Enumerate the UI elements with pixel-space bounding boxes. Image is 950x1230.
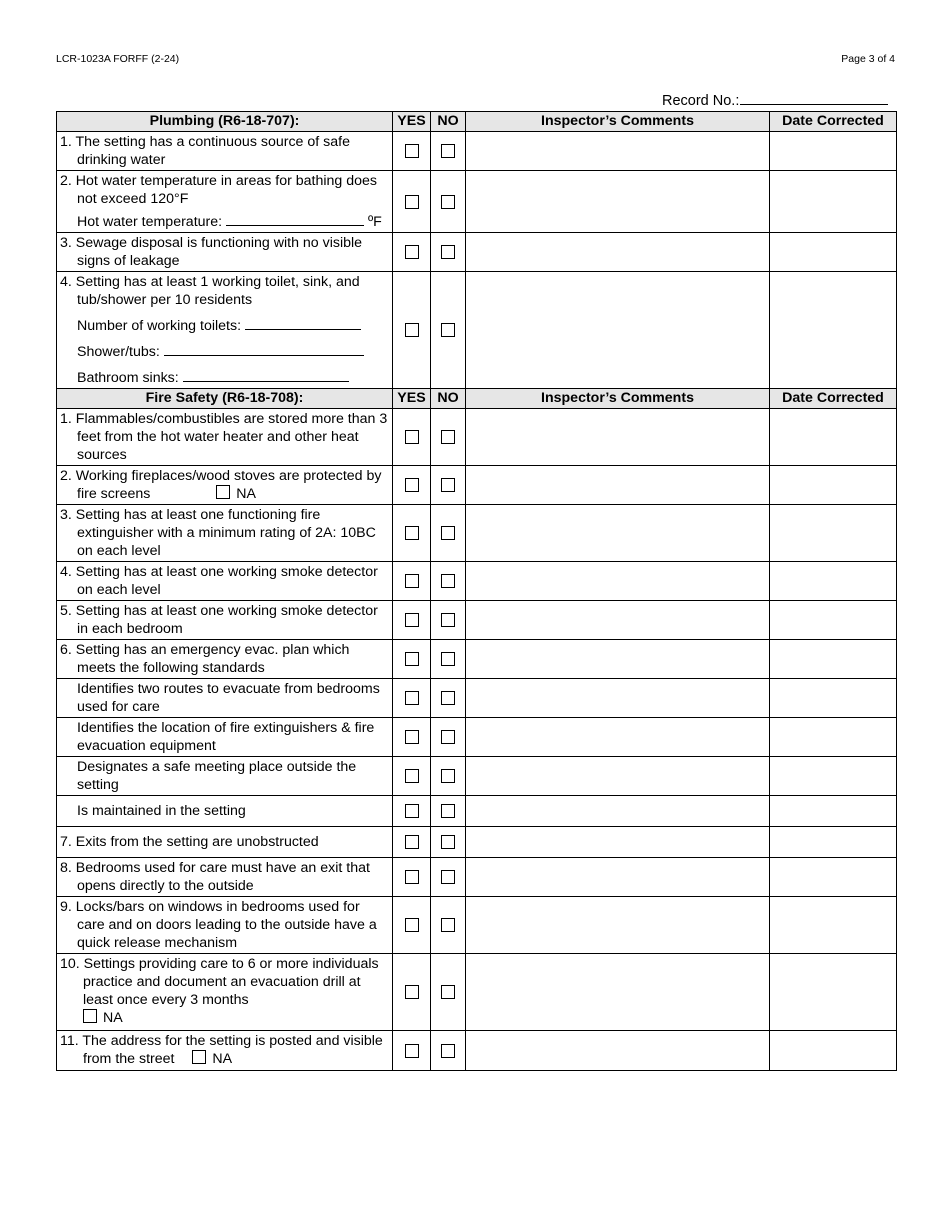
item-text: 1. The setting has a continuous source of safe drinking water [60,134,350,168]
date-corrected-cell[interactable] [770,171,897,233]
yes-checkbox[interactable] [405,835,419,849]
table-row [57,718,897,757]
comments-cell[interactable] [466,505,770,562]
section-title-plumbing: Plumbing (R6-18-707): [57,112,393,132]
col-date-corrected: Date Corrected [770,112,897,132]
yes-checkbox[interactable] [405,691,419,705]
yes-checkbox[interactable] [405,195,419,209]
table-row [57,679,897,718]
comments-cell[interactable] [466,562,770,601]
inspection-table [56,111,897,1071]
yes-checkbox[interactable] [405,323,419,337]
section-title-fire: Fire Safety (R6-18-708): [57,389,393,409]
form-id: LCR-1023A FORFF (2-24) [56,53,180,65]
record-number-field[interactable] [740,90,888,105]
comments-cell[interactable] [466,718,770,757]
comments-cell[interactable] [466,796,770,827]
no-checkbox[interactable] [441,144,455,158]
comments-cell[interactable] [466,954,770,1031]
table-row [57,171,897,233]
date-corrected-cell[interactable] [770,132,897,171]
item-text: 3. Setting has at least one functioning fire extinguisher with a minimum rating of 2A: 10BC on each level [60,507,376,559]
date-corrected-cell[interactable] [770,954,897,1031]
no-checkbox[interactable] [441,245,455,259]
col-yes: YES [393,389,431,409]
table-row [57,858,897,897]
date-corrected-cell[interactable] [770,601,897,640]
toilets-field[interactable] [245,316,361,330]
bathroom-sinks-field[interactable] [183,368,349,382]
table-row [57,827,897,858]
table-row [57,897,897,954]
item-text: 3. Sewage disposal is functioning with no visible signs of leakage [60,235,363,269]
table-row [57,562,897,601]
date-corrected-cell[interactable] [770,858,897,897]
no-checkbox[interactable] [441,835,455,849]
date-corrected-cell[interactable] [770,718,897,757]
yes-checkbox[interactable] [405,769,419,783]
yes-checkbox[interactable] [405,652,419,666]
table-row [57,132,897,171]
item-text: 2. Working fireplaces/wood stoves are protected by fire screens [60,468,382,502]
no-checkbox[interactable] [441,478,455,492]
item-text: Identifies the location of fire extinguishers & fire evacuation equipment [77,720,375,754]
na-checkbox[interactable] [192,1050,206,1064]
plumbing-header-row [57,112,897,132]
no-checkbox[interactable] [441,613,455,627]
no-checkbox[interactable] [441,730,455,744]
no-checkbox[interactable] [441,430,455,444]
item-text: Is maintained in the setting [77,803,246,819]
table-row [57,505,897,562]
date-corrected-cell[interactable] [770,466,897,505]
comments-cell[interactable] [466,272,770,389]
no-checkbox[interactable] [441,652,455,666]
item-text: 4. Setting has at least 1 working toilet, sink, and tub/shower per 10 residents [60,274,360,308]
na-checkbox[interactable] [83,1009,97,1023]
comments-cell[interactable] [466,897,770,954]
comments-cell[interactable] [466,757,770,796]
yes-checkbox[interactable] [405,985,419,999]
date-corrected-cell[interactable] [770,409,897,466]
table-row [57,272,897,389]
date-corrected-cell[interactable] [770,679,897,718]
yes-checkbox[interactable] [405,144,419,158]
no-checkbox[interactable] [441,1044,455,1058]
na-checkbox[interactable] [216,485,230,499]
table-row [57,1031,897,1071]
na-label: NA [212,1051,233,1067]
date-corrected-cell[interactable] [770,640,897,679]
date-corrected-cell[interactable] [770,562,897,601]
col-no: NO [431,389,466,409]
field-label: Number of working toilets: [77,318,242,334]
no-checkbox[interactable] [441,804,455,818]
item-text: 1. Flammables/combustibles are stored more than 3 feet from the hot water heater and other heat sources [60,411,388,463]
yes-checkbox[interactable] [405,574,419,588]
table-row [57,233,897,272]
yes-checkbox[interactable] [405,430,419,444]
shower-tubs-field[interactable] [164,342,364,356]
record-number [662,90,888,109]
date-corrected-cell[interactable] [770,897,897,954]
no-checkbox[interactable] [441,574,455,588]
item-text: 8. Bedrooms used for care must have an exit that opens directly to the outside [60,860,370,894]
no-checkbox[interactable] [441,870,455,884]
table-row [57,954,897,1031]
item-text: 10. Settings providing care to 6 or more individuals practice and document an evacuation drill at least once every 3 months [60,956,379,1008]
item-text: Identifies two routes to evacuate from bedrooms used for care [77,681,380,715]
comments-cell[interactable] [466,858,770,897]
yes-checkbox[interactable] [405,870,419,884]
date-corrected-cell[interactable] [770,505,897,562]
no-checkbox[interactable] [441,769,455,783]
comments-cell[interactable] [466,171,770,233]
date-corrected-cell[interactable] [770,827,897,858]
hot-water-temp-field[interactable] [226,212,364,226]
field-label: Hot water temperature: [77,214,223,230]
comments-cell[interactable] [466,466,770,505]
yes-checkbox[interactable] [405,1044,419,1058]
date-corrected-cell[interactable] [770,796,897,827]
table-row [57,757,897,796]
comments-cell[interactable] [466,233,770,272]
comments-cell[interactable] [466,409,770,466]
no-checkbox[interactable] [441,195,455,209]
field-label: Bathroom sinks: [77,370,179,386]
table-row [57,409,897,466]
no-checkbox[interactable] [441,526,455,540]
item-text: Designates a safe meeting place outside the setting [77,759,357,793]
record-label: Record No.: [662,93,740,109]
no-checkbox[interactable] [441,985,455,999]
item-text: 5. Setting has at least one working smoke detector in each bedroom [60,603,378,637]
comments-cell[interactable] [466,1031,770,1071]
fire-header-row [57,389,897,409]
field-label: Shower/tubs: [77,344,160,360]
table-row [57,796,897,827]
item-text: 9. Locks/bars on windows in bedrooms used for care and on doors leading to the outside have a quick release mechanism [60,899,377,951]
comments-cell[interactable] [466,827,770,858]
col-comments: Inspector’s Comments [466,112,770,132]
na-label: NA [103,1010,123,1026]
unit-label: ºF [368,214,382,230]
date-corrected-cell[interactable] [770,757,897,796]
yes-checkbox[interactable] [405,804,419,818]
yes-checkbox[interactable] [405,245,419,259]
no-checkbox[interactable] [441,323,455,337]
item-text: 2. Hot water temperature in areas for bathing does not exceed 120°F [60,173,378,207]
yes-checkbox[interactable] [405,730,419,744]
item-text: 6. Setting has an emergency evac. plan which meets the following standards [60,642,350,676]
col-comments: Inspector’s Comments [466,389,770,409]
item-text: 11. The address for the setting is posted and visible from the street [60,1033,383,1067]
date-corrected-cell[interactable] [770,272,897,389]
item-text: 7. Exits from the setting are unobstructed [60,834,319,850]
no-checkbox[interactable] [441,918,455,932]
table-row [57,466,897,505]
yes-checkbox[interactable] [405,613,419,627]
comments-cell[interactable] [466,679,770,718]
no-checkbox[interactable] [441,691,455,705]
na-label: NA [236,486,256,502]
comments-cell[interactable] [466,640,770,679]
item-text: 4. Setting has at least one working smoke detector on each level [60,564,378,598]
date-corrected-cell[interactable] [770,1031,897,1071]
col-yes: YES [393,112,431,132]
comments-cell[interactable] [466,601,770,640]
col-no: NO [431,112,466,132]
date-corrected-cell[interactable] [770,233,897,272]
table-row [57,601,897,640]
col-date-corrected: Date Corrected [770,389,897,409]
yes-checkbox[interactable] [405,918,419,932]
yes-checkbox[interactable] [405,478,419,492]
table-row [57,640,897,679]
page-number: Page 3 of 4 [841,53,895,65]
yes-checkbox[interactable] [405,526,419,540]
comments-cell[interactable] [466,132,770,171]
